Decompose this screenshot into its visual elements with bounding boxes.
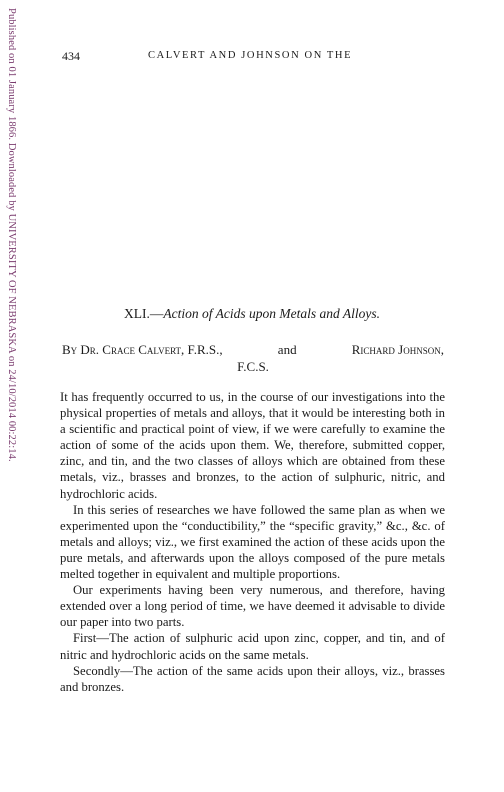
byline-and: and bbox=[277, 342, 297, 357]
byline bbox=[62, 341, 444, 375]
paragraph: It has frequently occurred to us, in the course of our investigations into the physical properties of metals and alloys, that it would be interesting both in a scientific and practical point of view, if we were carefully to examine the action of some of the acids upon them. We, therefore, submitted copper, zinc, and tin, and the two classes of alloys which are obtained from these metals, viz., brasses and bronzes, to the action of sulphuric, nitric, and hydrochloric acids. bbox=[60, 390, 445, 501]
paragraph: In this series of researches we have followed the same plan as when we experimented upon the “conductibility,” the “specific gravity,” &c., &c. of metals and alloys; viz., we first examined the action of these acids upon the pure metals, and afterwards upon the alloys composed of the pure metals melted together in equivalent and multiple proportions. bbox=[60, 502, 445, 582]
paragraph: Our experiments having been very numerous, and therefore, having extended over a long period of time, we have deemed it advisable to divide our paper into two parts. bbox=[60, 583, 445, 630]
article-title-text: Action of Acids upon Metals and Alloys. bbox=[163, 306, 380, 321]
article-title bbox=[0, 306, 504, 322]
paragraph: First—The action of sulphuric acid upon zinc, copper, and tin, and of nitric and hydrochloric acids on the same metals. bbox=[60, 631, 445, 662]
paragraph: Secondly—The action of the same acids upon their alloys, viz., brasses and bronzes. bbox=[60, 663, 445, 694]
running-head: CALVERT AND JOHNSON ON THE bbox=[148, 50, 353, 61]
download-watermark-text: Published on 01 January 1866. Downloaded by UNIVERSITY OF NEBRASKA on 24/10/2014 00:22:14. bbox=[6, 8, 17, 462]
byline-author-1: By Dr. Crace Calvert, F.R.S., bbox=[62, 342, 223, 357]
byline-author-2: Richard Johnson, bbox=[351, 342, 444, 357]
byline-credential: F.C.S. bbox=[237, 359, 269, 374]
page-number: 434 bbox=[62, 49, 80, 63]
article-number: XLI.— bbox=[124, 306, 164, 321]
article-body bbox=[60, 389, 445, 695]
